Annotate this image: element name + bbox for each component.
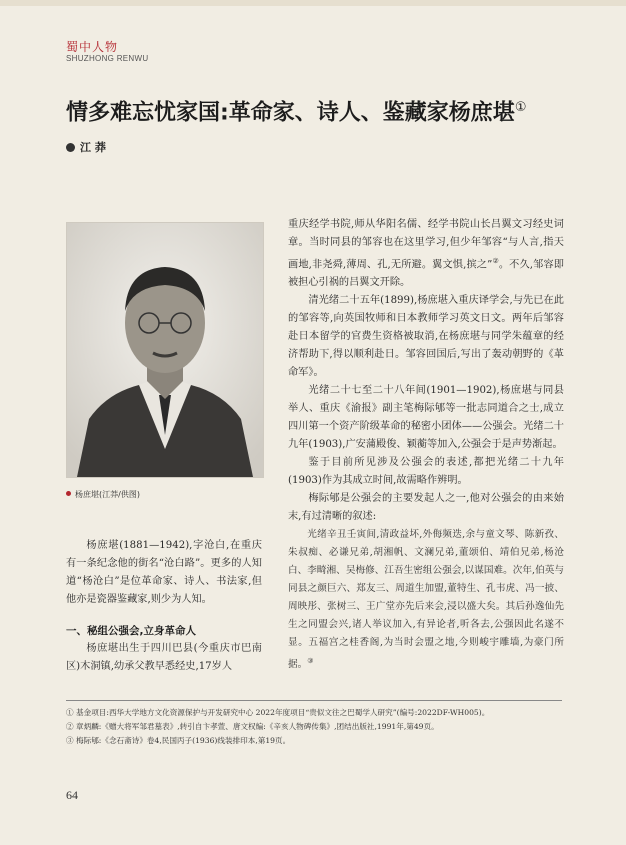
- body-paragraph-4: 鉴于目前所见涉及公强会的表述,都把光绪二十九年(1903)作为其成立时间,故需略作辨明。: [288, 457, 564, 487]
- article-title: [66, 93, 606, 128]
- title-footnote-mark: ①: [514, 100, 527, 115]
- page-number: 64: [66, 788, 78, 802]
- article-title-text: 情多难忘忧家国:革命家、诗人、鉴藏家杨庶堪: [66, 100, 515, 126]
- footnote-mark-3: ③: [307, 657, 314, 666]
- right-column: [288, 216, 564, 675]
- p1-tail: 。不久,邹容即被担心引祸的吕翼文开除。: [288, 259, 564, 289]
- section-name-pinyin: SHUZHONG RENWU: [66, 54, 149, 63]
- photo-caption: [66, 489, 140, 500]
- footnote-mark-2: ②: [492, 257, 499, 265]
- section-heading: 一、秘组公强会,立身革命人: [66, 625, 196, 637]
- footnote-3: ③ 梅际郇:《念石斋诗》卷4,民国丙子(1936)线装排印本,第19页。: [66, 736, 291, 745]
- body-paragraph-continued: [288, 216, 564, 292]
- quote-text: 光绪辛丑壬寅间,清政益坏,外侮频迭,余与童文琴、陈新孜、朱叔痴、必谦兄弟,胡湘帆、文澜兄弟,董颂伯、靖伯兄弟,杨沧白、李畸湘、吴梅修、江吾生密组公强会,以谋国难。次年,伯英与同县之颜巨六、郑友三、周道生加盟,董特生、孔韦虎、冯一披、周映彤、张树三、王广堂亦先后来会,浸以盛大矣。其后孙逸仙先生之同盟会兴,诸人举议加入,有异论者,听各去,公强因此名遂不显。五福宫之桂香阁,为当时会盟之地,今则峻宇雕墙,为豪门所据。: [288, 529, 564, 671]
- caption-bullet-icon: [66, 491, 71, 496]
- body-paragraph-3: 光绪二十七至二十八年间(1901—1902),杨庶堪与同县举人、重庆《渝报》副主笔梅际郇等一批志同道合之士,成立四川第一个资产阶级革命的秘密小团体——公强会。光绪二十九年(1903),广安蒲殿俊、颖蘅等加入,公强会于是声势渐起。: [288, 385, 564, 451]
- footnote-2: ② 章炳麟:《赠大将军邹君墓表》,转引自卞孝萱、唐文权编:《辛亥人物碑传集》,团结出版社,1991年,第49页。: [66, 722, 439, 731]
- portrait-illustration: [67, 223, 263, 477]
- footnotes: [66, 706, 562, 748]
- left-column: [66, 537, 262, 676]
- author-name: 江 莽: [80, 141, 106, 154]
- body-paragraph-5: 梅际郇是公强会的主要发起人之一,他对公强会的由来始末,有过清晰的叙述:: [288, 493, 564, 523]
- section-name: 蜀中人物: [66, 40, 119, 54]
- author-bullet-icon: [66, 143, 75, 152]
- top-edge-stripe: [0, 0, 626, 6]
- body-paragraph-2: 清光绪二十五年(1899),杨庶堪入重庆译学会,与先已在此的邹容等,向英国牧师和日本教师学习英文日文。两年后邹容赴日本留学的官费生资格被取消,在杨庶堪与同学朱蕴章的经济帮助下,得以顺利赴日。邹容回国后,写出了轰动朝野的《革命军》。: [288, 295, 564, 379]
- p1-text: 重庆经学书院,师从华阳名儒、经学书院山长吕翼文习经史词章。当时同县的邹容也在这里学习,但少年邹容“与人言,指天画地,非尧舜,薄周、孔,无所避。翼文惧,摈之”: [288, 219, 564, 271]
- block-quote: [288, 526, 564, 674]
- caption-text: 杨庶堪(江莽/供图): [75, 490, 140, 499]
- footnote-1: ① 基金项目:西华大学地方文化资源保护与开发研究中心 2022年度项目“贵似文往之巴蜀学人研究”(编号:2022DF-WH005)。: [66, 708, 490, 717]
- section-tag: [66, 40, 148, 64]
- body-paragraph: 杨庶堪出生于四川巴县(今重庆市巴南区)木洞镇,幼承父教早悉经史,17岁人: [66, 643, 262, 672]
- author-line: [66, 139, 106, 155]
- footnote-divider: [66, 700, 562, 701]
- intro-paragraph: 杨庶堪(1881—1942),字沧白,在重庆有一条纪念他的街名“沧白路”。更多的人知道“杨沧白”是位革命家、诗人、书法家,但他亦是瓷器鉴藏家,则少为人知。: [66, 540, 262, 605]
- portrait-photo: [66, 222, 264, 478]
